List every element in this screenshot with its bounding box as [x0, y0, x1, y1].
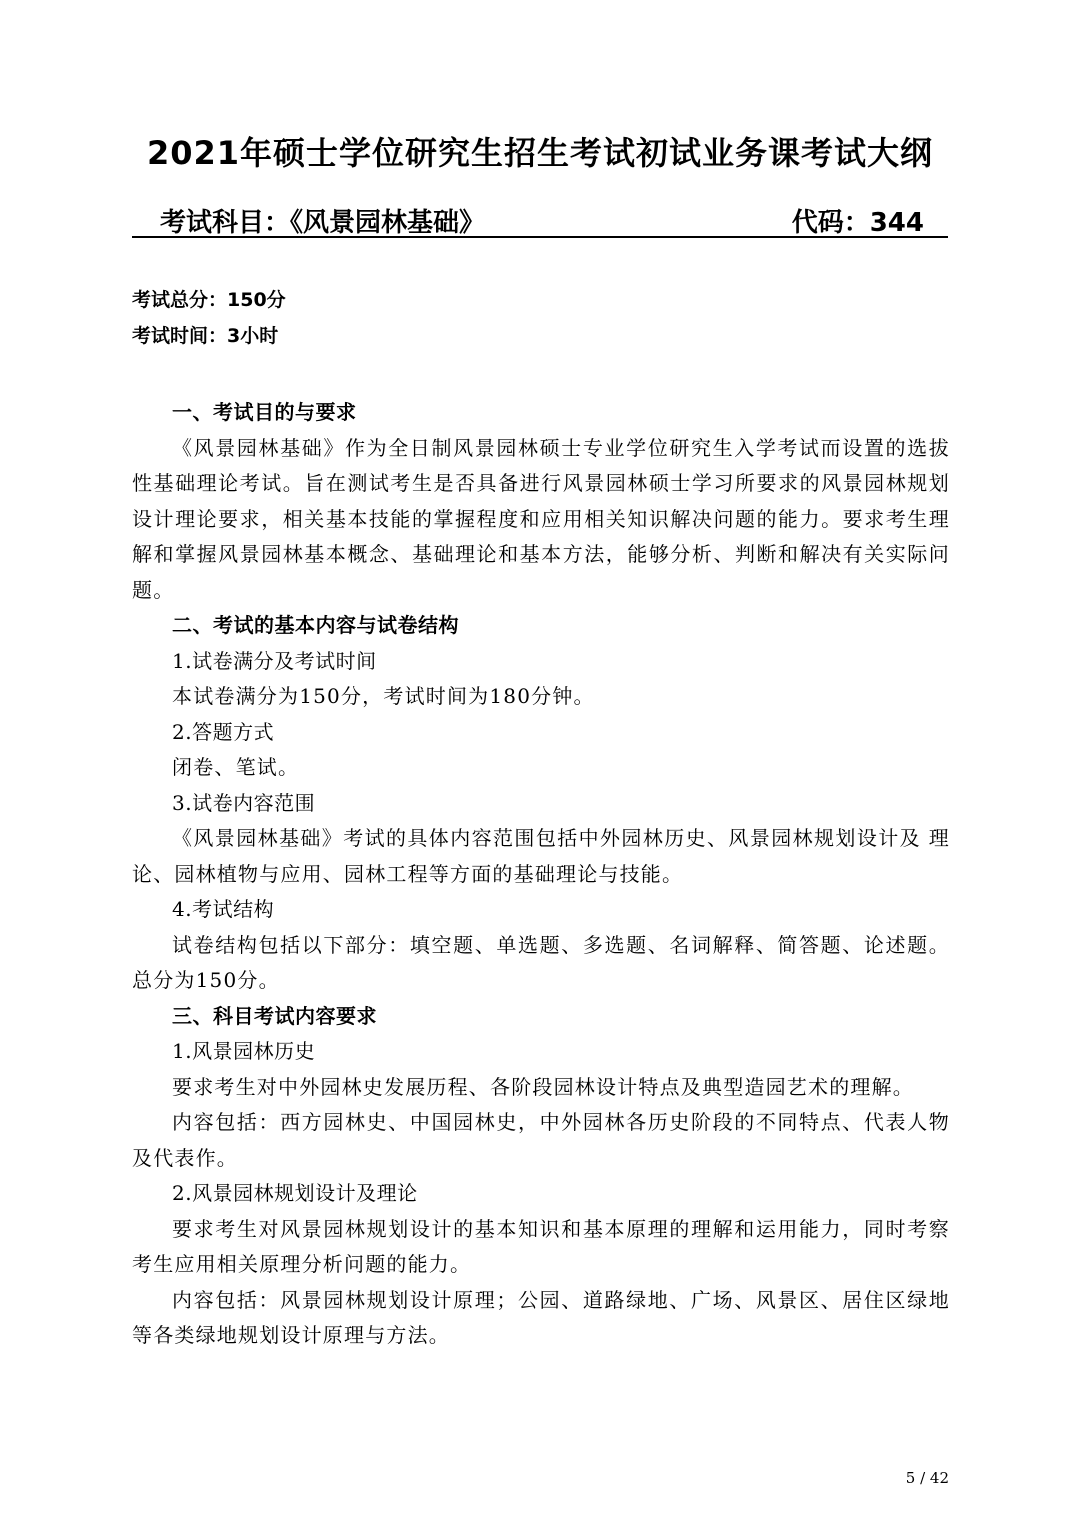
document-body — [132, 395, 950, 1354]
subsection-heading: 3.试卷内容范围 — [172, 790, 316, 815]
section-heading: 三、科目考试内容要求 — [172, 1003, 377, 1028]
subject-code: 代码：344 — [791, 208, 924, 238]
paragraph: 《风景园林基础》考试的具体内容范围包括中外园林历史、风景园林规划设计及 理论、园林植物与应用、园林工程等方面的基础理论与技能。 — [132, 826, 950, 886]
exam-time: 考试时间：3小时 — [132, 325, 279, 347]
subject-header — [132, 200, 948, 238]
paragraph: 内容包括：风景园林规划设计原理；公园、道路绿地、广场、风景区、居住区绿地等各类绿地规划设计原理与方法。 — [132, 1287, 950, 1347]
subsection-heading: 1.试卷满分及考试时间 — [172, 648, 377, 673]
paragraph: 本试卷满分为150分，考试时间为180分钟。 — [172, 684, 595, 708]
subsection-heading: 4.考试结构 — [172, 897, 275, 921]
subsection-heading: 1.风景园林历史 — [172, 1039, 316, 1063]
page-title: 2021年硕士学位研究生招生考试初试业务课考试大纲 — [146, 134, 934, 172]
paragraph: 要求考生对风景园林规划设计的基本知识和基本原理的理解和运用能力，同时考察考生应用相关原理分析问题的能力。 — [132, 1216, 950, 1276]
subsection-heading: 2.答题方式 — [172, 719, 275, 744]
exam-subject: 考试科目：《风景园林基础》 — [160, 208, 486, 238]
paragraph: 闭卷、笔试。 — [172, 755, 300, 779]
paragraph: 要求考生对中外园林史发展历程、各阶段园林设计特点及典型造园艺术的理解。 — [172, 1074, 914, 1099]
paragraph: 内容包括：西方园林史、中国园林史，中外园林各历史阶段的不同特点、代表人物及代表作。 — [132, 1110, 950, 1170]
total-score: 考试总分：150分 — [132, 289, 286, 311]
paragraph: 试卷结构包括以下部分：填空题、单选题、多选题、名词解释、简答题、论述题。总分为150分。 — [132, 932, 950, 992]
page-number: 5 / 42 — [905, 1469, 949, 1487]
paragraph: 《风景园林基础》作为全日制风景园林硕士专业学位研究生入学考试而设置的选拔性基础理论考试。旨在测试考生是否具备进行风景园林硕士学习所要求的风景园林规划设计理论要求，相关基本技能的掌握程度和应用相关知识解决问题的能力。要求考生理解和掌握风景园林基本概念、基础理论和基本方法，能够分析、判断和解决有关实际问题。 — [132, 435, 950, 602]
subsection-heading: 2.风景园林规划设计及理论 — [172, 1181, 418, 1205]
section-heading: 一、考试目的与要求 — [172, 400, 357, 424]
section-heading: 二、考试的基本内容与试卷结构 — [172, 613, 459, 637]
